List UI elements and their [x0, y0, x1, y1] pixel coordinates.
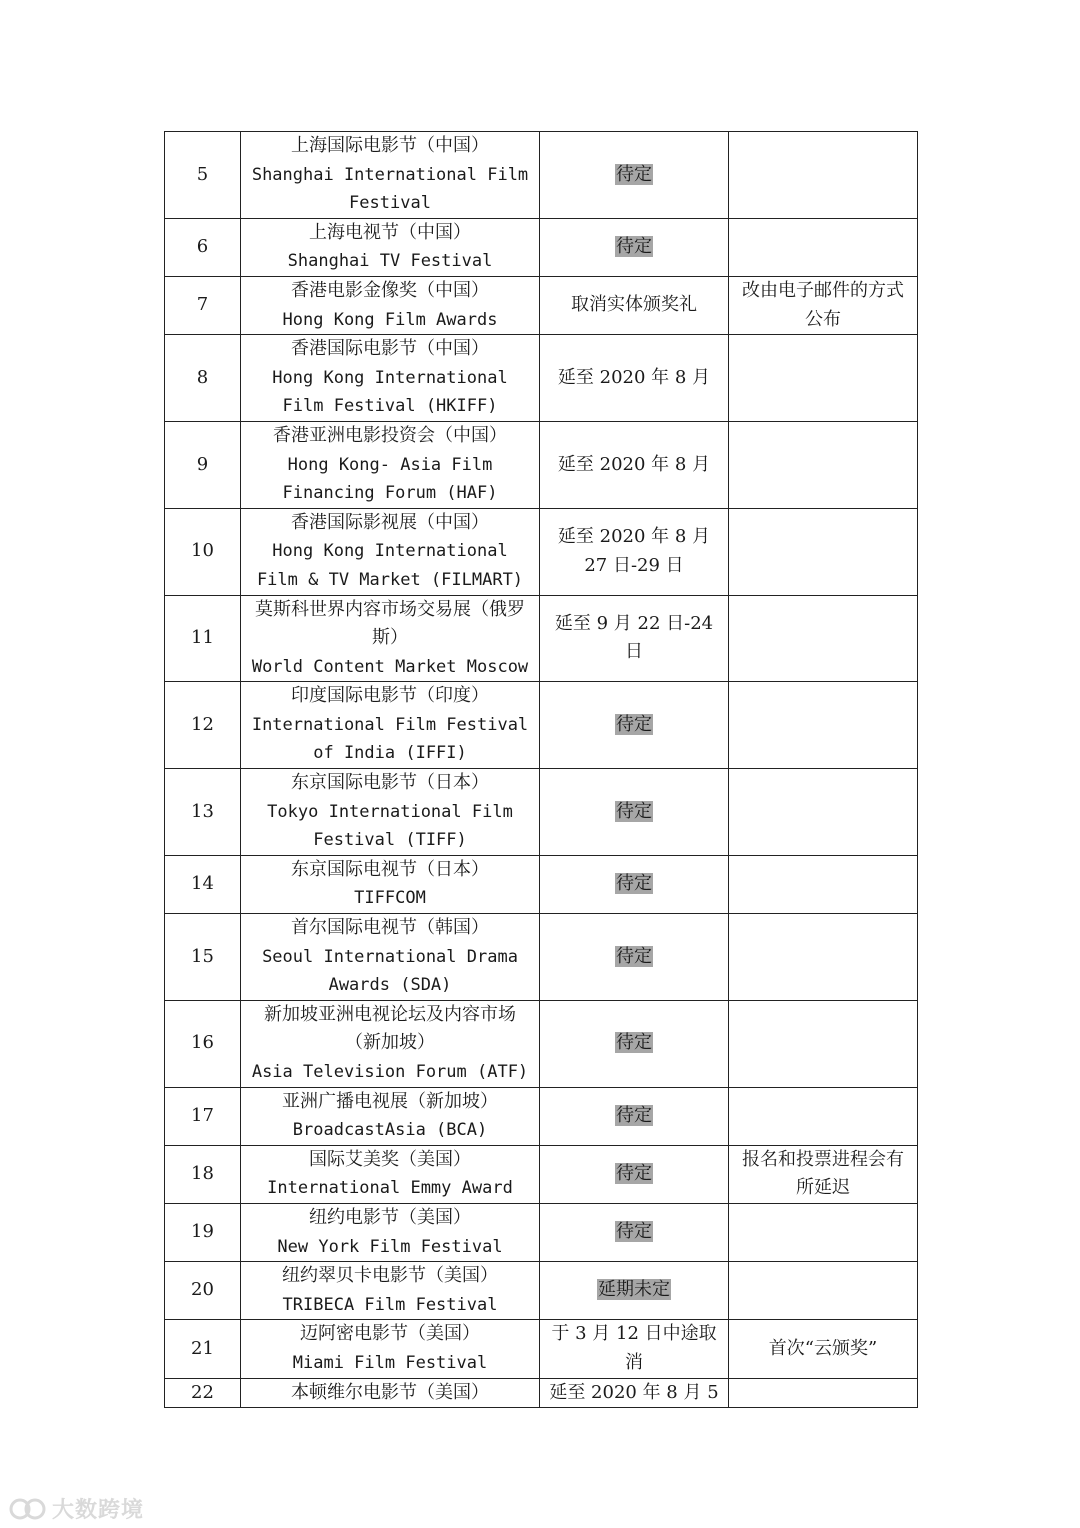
event-name-en: Tokyo International Film Festival (TIFF) — [267, 801, 524, 851]
event-name-cell — [241, 1203, 540, 1261]
watermark-text: 大数跨境 — [52, 1498, 145, 1523]
event-name-zh: 纽约电影节（美国） — [309, 1206, 471, 1228]
note-cell: 改由电子邮件的方式公布 — [729, 276, 918, 334]
row-number: 20 — [165, 1262, 241, 1320]
event-name-en: International Film Festival of India (IFFI) — [251, 714, 539, 764]
event-name-cell — [241, 335, 540, 422]
event-name-zh: 国际艾美奖（美国） — [309, 1148, 471, 1170]
event-name-zh: 香港国际影视展（中国） — [291, 511, 489, 533]
note-cell — [729, 1203, 918, 1261]
row-number: 7 — [165, 276, 241, 334]
status-cell — [540, 132, 729, 219]
event-name-cell — [241, 1378, 540, 1408]
status-highlighted-text: 待定 — [616, 945, 652, 967]
status-text: 延至 9 月 22 日-24 日 — [554, 612, 714, 663]
event-name-zh: 迈阿密电影节（美国） — [300, 1323, 480, 1345]
status-highlighted-text: 待定 — [616, 1032, 652, 1054]
status-cell — [540, 595, 729, 682]
status-highlighted-text: 待定 — [616, 873, 652, 895]
event-name-en: Miami Film Festival — [292, 1352, 488, 1373]
event-name-en: TRIBECA Film Festival — [282, 1294, 498, 1315]
status-cell — [540, 914, 729, 1001]
event-name-zh: 亚洲广播电视展（新加坡） — [282, 1090, 498, 1112]
note-cell — [729, 132, 918, 219]
event-name-cell — [241, 1000, 540, 1087]
table-row — [165, 855, 918, 913]
event-name-zh: 东京国际电视节（日本） — [291, 858, 489, 880]
status-highlighted-text: 待定 — [616, 800, 652, 822]
status-text: 延至 2020 年 8 月 — [557, 366, 711, 388]
status-cell — [540, 276, 729, 334]
status-cell — [540, 682, 729, 769]
event-name-cell — [241, 218, 540, 276]
status-highlighted-text: 待定 — [616, 236, 652, 258]
event-name-cell — [241, 276, 540, 334]
event-name-cell — [241, 1262, 540, 1320]
row-number: 12 — [165, 682, 241, 769]
event-name-cell — [241, 595, 540, 682]
status-cell — [540, 421, 729, 508]
note-cell — [729, 769, 918, 856]
table-row — [165, 218, 918, 276]
event-name-en: New York Film Festival — [277, 1236, 503, 1257]
status-highlighted-text: 待定 — [616, 163, 652, 185]
note-cell — [729, 1000, 918, 1087]
row-number: 18 — [165, 1145, 241, 1203]
event-name-zh: 香港电影金像奖（中国） — [291, 279, 489, 301]
row-number: 11 — [165, 595, 241, 682]
status-cell — [540, 1087, 729, 1145]
note-cell — [729, 335, 918, 422]
row-number: 13 — [165, 769, 241, 856]
status-text: 于 3 月 12 日中途取消 — [551, 1323, 717, 1373]
status-highlighted-text: 待定 — [616, 713, 652, 735]
row-number: 21 — [165, 1320, 241, 1378]
event-name-zh: 香港亚洲电影投资会（中国） — [273, 424, 507, 446]
table-row — [165, 276, 918, 334]
note-cell — [729, 1087, 918, 1145]
table-row — [165, 1203, 918, 1261]
event-name-zh: 首尔国际电视节（韩国） — [291, 917, 489, 939]
note-cell — [729, 855, 918, 913]
table-row — [165, 914, 918, 1001]
status-cell — [540, 1000, 729, 1087]
event-name-en: Asia Television Forum (ATF) — [251, 1062, 529, 1082]
note-cell — [729, 508, 918, 595]
status-cell — [540, 769, 729, 856]
table-row — [165, 682, 918, 769]
table-row — [165, 595, 918, 682]
event-name-cell — [241, 1320, 540, 1378]
status-highlighted-text: 待定 — [616, 1221, 652, 1243]
table-row — [165, 1262, 918, 1320]
table-row — [165, 1000, 918, 1087]
status-cell — [540, 1203, 729, 1261]
event-name-zh: 东京国际电影节（日本） — [291, 772, 489, 794]
note-cell — [729, 421, 918, 508]
status-highlighted-text: 待定 — [616, 1104, 652, 1126]
event-name-en: Shanghai International Film Festival — [251, 164, 539, 214]
table-row — [165, 421, 918, 508]
event-name-en: Hong Kong- Asia Film Financing Forum (HAF) — [282, 454, 503, 504]
event-name-cell — [241, 855, 540, 913]
note-cell — [729, 1378, 918, 1408]
status-cell — [540, 1262, 729, 1320]
event-name-en: TIFFCOM — [354, 888, 426, 909]
note-cell: 首次“云颁奖” — [729, 1320, 918, 1378]
status-cell — [540, 855, 729, 913]
row-number: 14 — [165, 855, 241, 913]
note-cell — [729, 682, 918, 769]
event-name-cell — [241, 132, 540, 219]
status-cell — [540, 1145, 729, 1203]
table-row — [165, 769, 918, 856]
status-cell — [540, 335, 729, 422]
watermark-logo-icon — [8, 1495, 48, 1523]
event-name-en: Seoul International Drama Awards (SDA) — [262, 946, 529, 996]
event-name-cell — [241, 1145, 540, 1203]
event-name-zh: 香港国际电影节（中国） — [291, 338, 489, 360]
festival-table — [164, 131, 918, 1408]
row-number: 19 — [165, 1203, 241, 1261]
event-name-en: Hong Kong International Film & TV Market (FILMART) — [256, 541, 524, 590]
status-text: 延至 2020 年 8 月 27 日-29 日 — [557, 526, 711, 576]
status-highlighted-text: 待定 — [616, 1163, 652, 1185]
row-number: 15 — [165, 914, 241, 1001]
note-cell — [729, 595, 918, 682]
event-name-zh: 本顿维尔电影节（美国） — [291, 1381, 489, 1403]
table-row — [165, 1320, 918, 1378]
row-number: 16 — [165, 1000, 241, 1087]
row-number: 8 — [165, 335, 241, 422]
row-number: 17 — [165, 1087, 241, 1145]
row-number: 10 — [165, 508, 241, 595]
table-body — [165, 132, 918, 1408]
table-row — [165, 132, 918, 219]
status-cell — [540, 508, 729, 595]
note-cell — [729, 218, 918, 276]
event-name-zh: 上海国际电影节（中国） — [291, 135, 489, 156]
event-name-cell — [241, 1087, 540, 1145]
event-name-en: World Content Market Moscow — [251, 656, 529, 677]
table-row — [165, 1145, 918, 1203]
note-cell — [729, 1262, 918, 1320]
table-row — [165, 1087, 918, 1145]
event-name-cell — [241, 914, 540, 1001]
event-name-zh: 印度国际电影节（印度） — [291, 685, 489, 707]
event-name-cell — [241, 682, 540, 769]
table-row — [165, 335, 918, 422]
event-name-en: Hong Kong Film Awards — [282, 309, 498, 330]
event-name-en: BroadcastAsia (BCA) — [292, 1120, 488, 1141]
table-row — [165, 1378, 918, 1408]
event-name-cell — [241, 508, 540, 595]
event-name-en: Hong Kong International Film Festival (HKIFF) — [272, 367, 518, 417]
status-text: 取消实体颁奖礼 — [571, 294, 697, 316]
status-text: 延至 2020 年 8 月 — [557, 453, 711, 475]
watermark — [8, 1493, 144, 1524]
row-number: 22 — [165, 1378, 241, 1408]
note-cell: 报名和投票进程会有所延迟 — [729, 1145, 918, 1203]
table-row — [165, 508, 918, 595]
event-name-zh: 上海电视节（中国） — [309, 221, 471, 243]
note-cell — [729, 914, 918, 1001]
event-name-en: Shanghai TV Festival — [287, 251, 493, 272]
event-name-en: International Emmy Award — [267, 1178, 513, 1199]
event-name-zh: 纽约翠贝卡电影节（美国） — [282, 1265, 498, 1287]
status-cell — [540, 1320, 729, 1378]
row-number: 6 — [165, 218, 241, 276]
status-text: 延至 2020 年 8 月 5 — [549, 1381, 719, 1403]
status-cell — [540, 218, 729, 276]
status-cell — [540, 1378, 729, 1408]
row-number: 9 — [165, 421, 241, 508]
event-name-zh: 新加坡亚洲电视论坛及内容市场（新加坡） — [264, 1003, 516, 1054]
event-name-zh: 莫斯科世界内容市场交易展（俄罗斯） — [255, 598, 525, 649]
event-name-cell — [241, 769, 540, 856]
row-number: 5 — [165, 132, 241, 219]
status-highlighted-text: 延期未定 — [598, 1279, 670, 1301]
event-name-cell — [241, 421, 540, 508]
